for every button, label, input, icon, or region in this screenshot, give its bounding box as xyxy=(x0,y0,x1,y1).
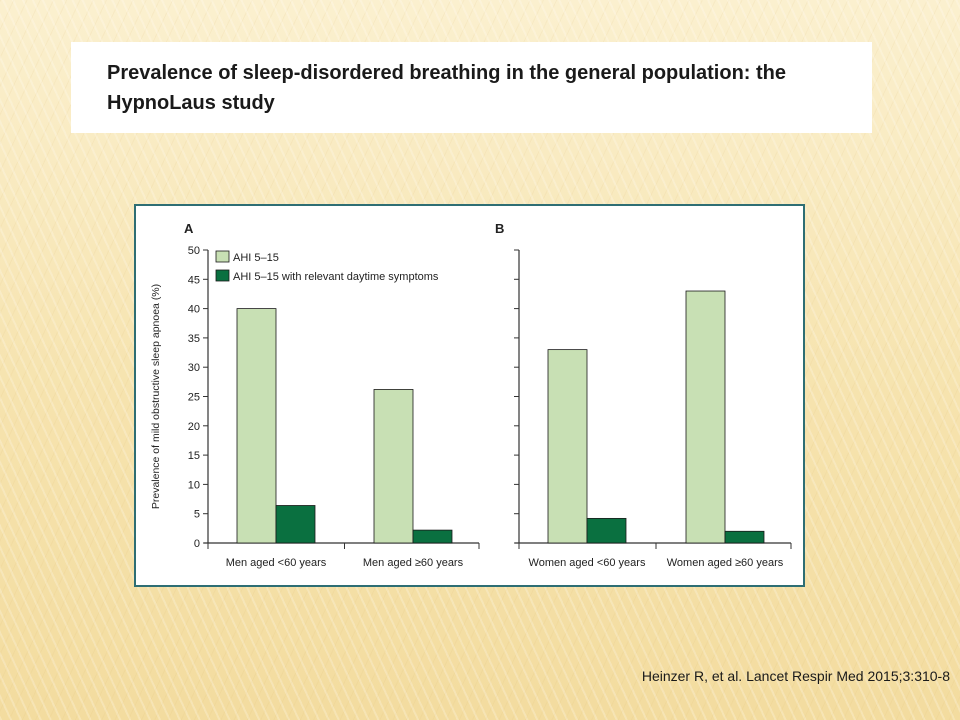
citation: Heinzer R, et al. Lancet Respir Med 2015;3:310-8 xyxy=(641,668,950,684)
y-tick-label: 30 xyxy=(187,362,200,375)
panel-label-a: A xyxy=(184,221,194,236)
bar-a-series2-cat1 xyxy=(276,505,315,543)
y-tick-label: 20 xyxy=(187,420,200,433)
y-tick-label: 10 xyxy=(187,479,200,492)
legend-swatch-2 xyxy=(216,270,229,281)
x-category-label: Men aged ≥60 years xyxy=(362,557,464,569)
x-category-label: Women aged <60 years xyxy=(528,557,646,569)
x-category-label: Men aged <60 years xyxy=(225,557,327,569)
bar-a-series1-cat2 xyxy=(374,389,413,543)
slide-title: Prevalence of sleep-disordered breathing in the general population: the HypnoLaus study xyxy=(107,62,787,114)
y-tick-label: 45 xyxy=(187,274,200,287)
y-axis-label: Prevalence of mild obstructive sleep apnoea (%) xyxy=(150,283,162,510)
y-tick-label: 40 xyxy=(187,303,200,316)
legend-swatch-1 xyxy=(216,251,229,262)
figure-panel xyxy=(134,204,805,587)
x-category-label: Women aged ≥60 years xyxy=(666,557,784,569)
y-tick-label: 25 xyxy=(187,391,200,404)
bar-chart-figure xyxy=(136,206,803,585)
y-tick-label: 15 xyxy=(187,450,200,463)
bar-b-series1-cat2 xyxy=(686,291,725,543)
legend-label-2: AHI 5–15 with relevant daytime symptoms xyxy=(233,271,439,283)
bar-a-series2-cat2 xyxy=(413,530,452,543)
bar-b-series2-cat2 xyxy=(725,531,764,543)
y-tick-label: 50 xyxy=(187,245,200,257)
bar-a-series1-cat1 xyxy=(237,309,276,543)
panel-label-b: B xyxy=(495,221,505,236)
y-tick-label: 5 xyxy=(193,508,200,521)
y-tick-label: 0 xyxy=(193,538,200,550)
y-tick-label: 35 xyxy=(187,332,200,345)
legend-label-1: AHI 5–15 xyxy=(233,252,279,264)
bar-b-series2-cat1 xyxy=(587,518,626,543)
slide-title-box xyxy=(71,42,872,133)
bar-b-series1-cat1 xyxy=(548,350,587,543)
